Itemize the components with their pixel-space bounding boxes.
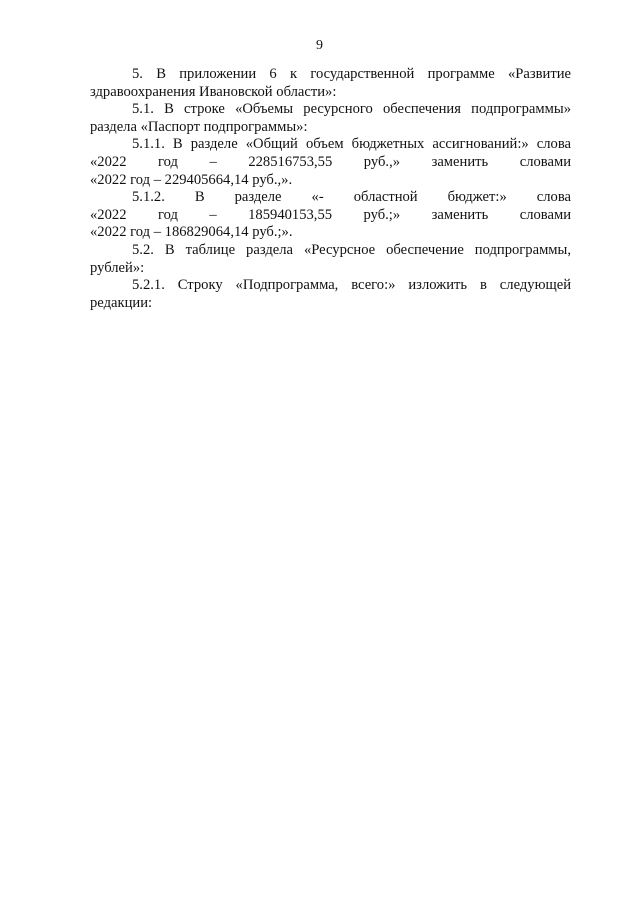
- paragraph-5-1-2-line-3: «2022 год – 186829064,14 руб.;».: [90, 224, 293, 241]
- paragraph-5: 5. В приложении 6 к государственной программе «Развитие здравоохранения Ивановской области»:: [90, 66, 571, 100]
- paragraph-5-1-1-line-2: «2022 год – 228516753,55 руб.,» заменить словами: [90, 153, 571, 170]
- paragraph-5-2-1: 5.2.1. Строку «Подпрограмма, всего:» изложить в следующей редакции:: [90, 277, 571, 311]
- paragraph-5-1-1-line-3: «2022 год – 229405664,14 руб.,».: [90, 171, 293, 188]
- paragraph-5-1-1: [90, 136, 571, 189]
- paragraph-5-1: 5.1. В строке «Объемы ресурсного обеспечения подпрограммы» раздела «Паспорт подпрограммы»:: [90, 101, 571, 135]
- paragraph-5-1-2: [90, 189, 571, 242]
- paragraph-5-1-2-line-2: «2022 год – 185940153,55 руб.;» заменить словами: [90, 206, 571, 223]
- paragraph-5-1-2-line-1: 5.1.2. В разделе «- областной бюджет:» слова: [132, 189, 571, 206]
- paragraph-5-2: 5.2. В таблице раздела «Ресурсное обеспечение подпрограммы, рублей»:: [90, 241, 571, 276]
- document-body: [90, 66, 571, 312]
- page-number: 9: [316, 38, 323, 53]
- paragraph-5-1-1-line-1: 5.1.1. В разделе «Общий объем бюджетных ассигнований:» слова: [132, 136, 571, 153]
